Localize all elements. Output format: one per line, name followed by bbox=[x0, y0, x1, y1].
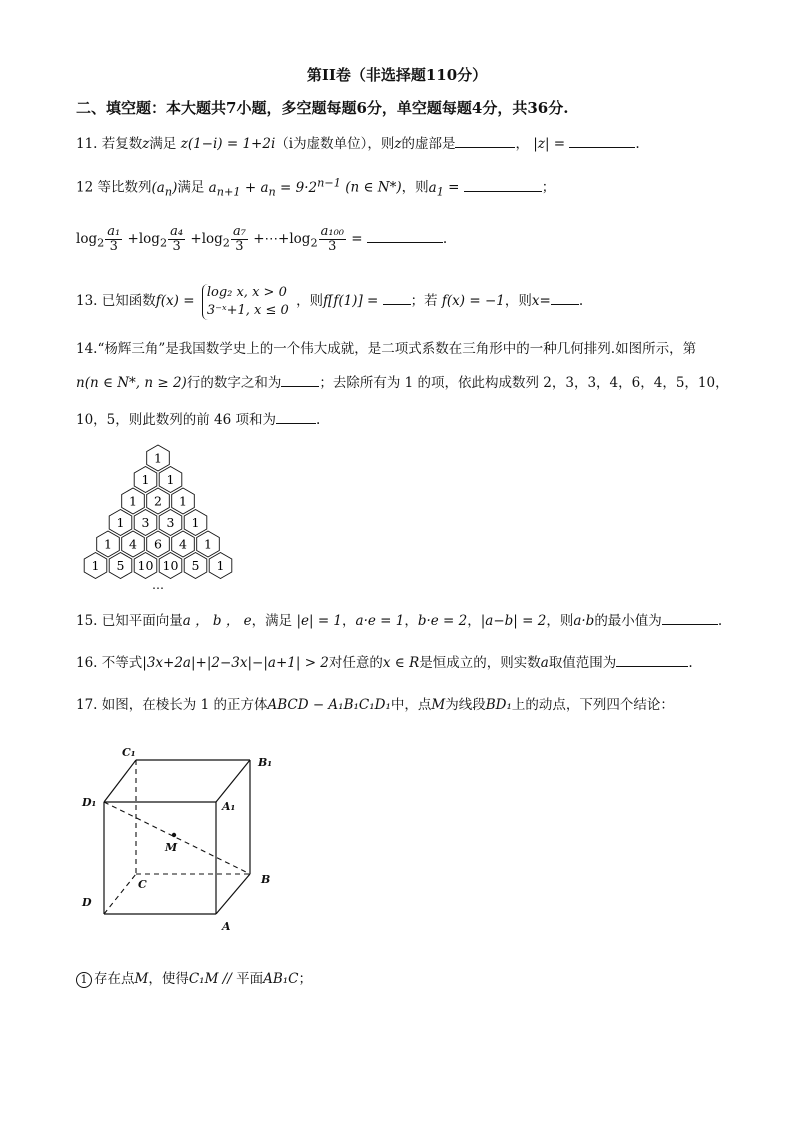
part-title: 第II卷（非选择题110分） bbox=[306, 66, 488, 84]
label-c1: C₁ bbox=[122, 746, 136, 759]
point-m-dot bbox=[172, 833, 176, 837]
answer-blank-11b[interactable] bbox=[569, 134, 635, 148]
hex-cell-value: 1 bbox=[154, 450, 162, 466]
section-heading: 二、填空题：本大题共7小题，多空题每题6分，单空题每题4分，共36分. bbox=[76, 99, 569, 117]
question-12-log-sum: $\log_2$ $\frac{\text{a₁}}{3}$ $+\log_2$ $\frac{\text{a₄}}{3}$ $+\log_2$ $\frac{\text{a₇}}{3}$ $+\cdots+\log_2$ $\frac{\text{a₁₀₀}}{3}$ = . bbox=[76, 224, 448, 254]
answer-blank-13b[interactable] bbox=[551, 291, 579, 305]
question-12: 12 等比数列$(a_n)$满足 $a_{n+1} + a_n = 9\cdot 2^{n-1}$ (n ∈ N*)，则$a_1$ = ； bbox=[76, 176, 556, 199]
answer-blank-14b[interactable] bbox=[276, 410, 316, 424]
label-d1: D₁ bbox=[82, 796, 97, 809]
label-a: A bbox=[222, 920, 231, 933]
label-c: C bbox=[138, 878, 147, 891]
hex-cell-value: 1 bbox=[179, 493, 187, 509]
label-a1: A₁ bbox=[222, 800, 236, 813]
answer-blank-12b[interactable] bbox=[367, 229, 443, 243]
question-17: 17. 如图，在棱长为 1 的正方体ABCD − A₁B₁C₁D₁中，点M为线段BD₁上的动点，下列四个结论： bbox=[76, 697, 674, 713]
hex-cell-value: 1 bbox=[141, 472, 150, 487]
hex-cell-value: 10 bbox=[137, 558, 154, 573]
hex-cell-value: 1 bbox=[91, 558, 100, 573]
hex-cell-value: 2 bbox=[154, 493, 162, 509]
hex-cell-value: 3 bbox=[166, 515, 175, 530]
answer-blank-13a[interactable] bbox=[383, 291, 411, 305]
hex-cell-value: 10 bbox=[162, 558, 179, 573]
answer-blank-12a[interactable] bbox=[464, 178, 542, 192]
label-b: B bbox=[261, 873, 271, 886]
hex-cell-value: 1 bbox=[104, 536, 112, 552]
answer-blank-16[interactable] bbox=[616, 653, 688, 667]
question-16: 16. 不等式|3x+2a|+|2−3x|−|a+1| > 2对任意的x ∈ R是恒成立的，则实数a取值范围为 . bbox=[76, 655, 693, 671]
hex-cell-value: 6 bbox=[154, 536, 162, 552]
conclusion-1: 1 存在点M，使得C₁M // 平面AB₁C； bbox=[76, 968, 726, 990]
answer-blank-14a[interactable] bbox=[281, 373, 319, 387]
answer-blank-11a[interactable] bbox=[455, 134, 515, 148]
label-b1: B₁ bbox=[258, 756, 273, 769]
hex-cell-value: 1 bbox=[129, 493, 137, 509]
triangle-ellipsis: … bbox=[152, 578, 164, 592]
hex-cell-value: 1 bbox=[216, 558, 225, 573]
question-14-line-3: 10，5，则此数列的前 46 项和为 . bbox=[76, 412, 321, 428]
label-m: M bbox=[165, 841, 178, 854]
hex-cell-value: 5 bbox=[191, 558, 200, 573]
hex-cell-value: 1 bbox=[204, 536, 212, 552]
label-d: D bbox=[82, 896, 92, 909]
hex-cell-value: 5 bbox=[116, 558, 125, 573]
hex-cell-value: 4 bbox=[179, 536, 187, 552]
cube-figure bbox=[74, 742, 284, 942]
piecewise-cases: log₂ x, x > 0 3⁻ˣ+1, x ≤ 0 bbox=[202, 284, 289, 320]
question-14-line-2: n(n ∈ N*, n ≥ 2)行的数字之和为 ；去除所有为 1 的项，依此构成数列 2，3，3，4，6，4，5，10， bbox=[76, 375, 729, 391]
question-14-line-1: 14.“杨辉三角”是我国数学史上的一个伟大成就，是二项式系数在三角形中的一种几何排列.如图所示，第 bbox=[76, 341, 697, 357]
hex-cell-value: 1 bbox=[191, 515, 200, 530]
hex-cell-value: 1 bbox=[166, 472, 175, 487]
yanghui-triangle-figure bbox=[70, 438, 250, 598]
question-15: 15. 已知平面向量a ， b ， e，满足 |e| = 1，a·e = 1，b·e = 2，|a−b| = 2，则a·b的最小值为 . bbox=[76, 613, 723, 629]
question-11: 11. 若复数z满足 z(1−i) = 1+2i（i为虚数单位），则z的虚部是 ， |z| = . bbox=[76, 136, 640, 152]
hex-cell-value: 3 bbox=[141, 515, 150, 530]
hex-cell-value: 4 bbox=[129, 536, 137, 552]
answer-blank-15[interactable] bbox=[662, 611, 718, 625]
hex-cell-value: 1 bbox=[116, 515, 125, 530]
question-13: 13. 已知函数f(x) = log₂ x, x > 0 3⁻ˣ+1, x ≤ 0 ，则f[f(1)] = ；若 f(x) = −1，则x= . bbox=[76, 284, 584, 318]
circled-number-1: 1 bbox=[76, 972, 92, 988]
